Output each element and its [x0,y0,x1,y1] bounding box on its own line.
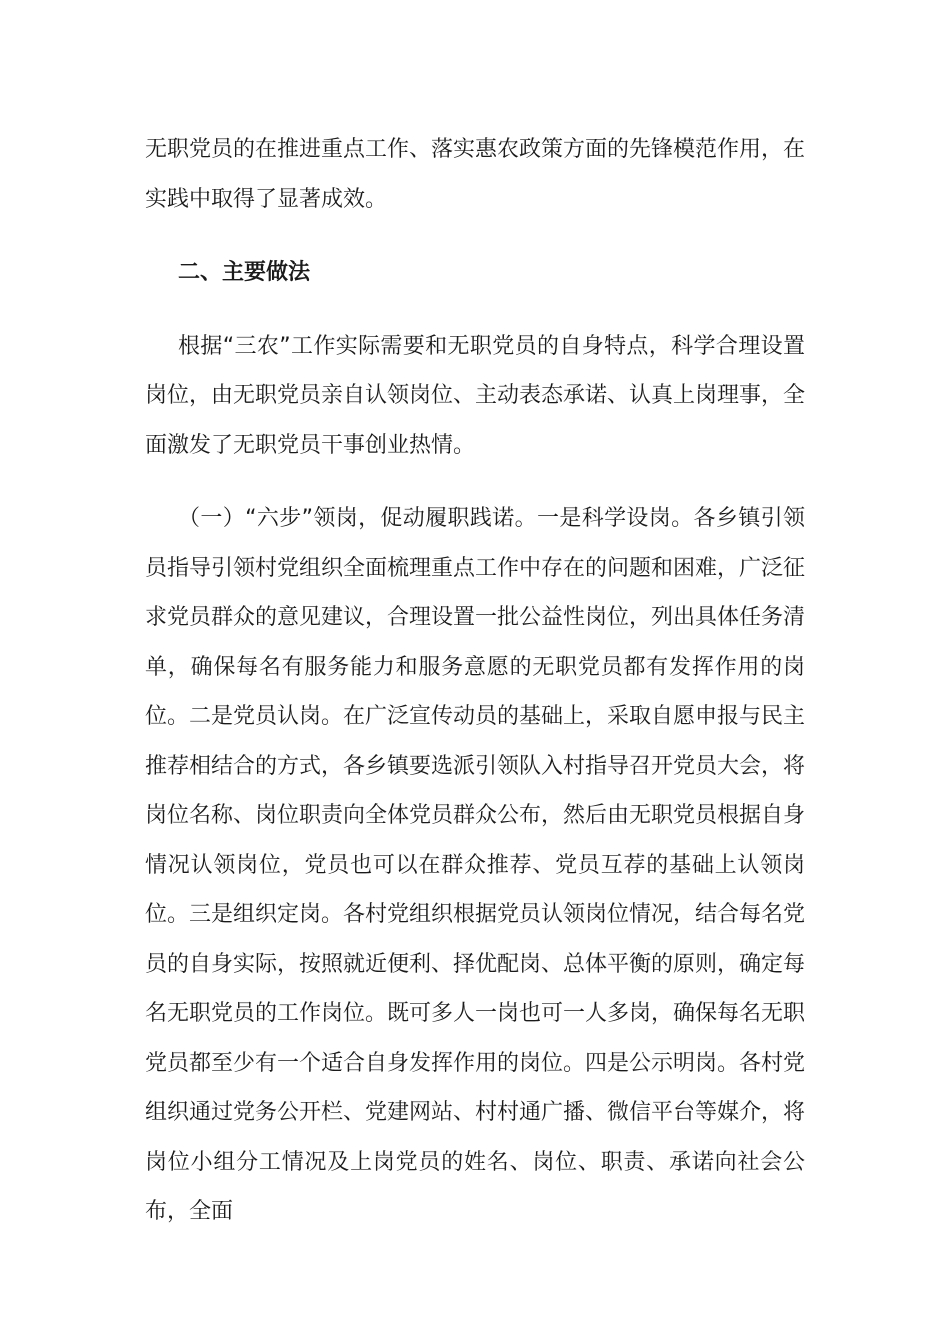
document-body [145,125,805,1237]
paragraph-continuation: 无职党员的在推进重点工作、落实惠农政策方面的先锋模范作用，在实践中取得了显著成效。 [145,137,806,212]
section-heading-main-practices: 二、主要做法 [178,260,311,285]
paragraph-intro-practices: 根据“三农”工作实际需要和无职党员的自身特点，科学合理设置岗位，由无职党员亲自认领岗位、主动表态承诺、认真上岗理事，全面激发了无职党员干事创业热情。 [145,333,806,458]
paragraph-six-steps: （一）“六步”领岗，促动履职践诺。一是科学设岗。各乡镇引领员指导引领村党组织全面梳理重点工作中存在的问题和困难，广泛征求党员群众的意见建议，合理设置一批公益性岗位，列出具体任务清单，确保每名有服务能力和服务意愿的无职党员都有发挥作用的岗位。二是党员认岗。在广泛宣传动员的基础上，采取自愿申报与民主推荐相结合的方式，各乡镇要选派引领队入村指导召开党员大会，将岗位名称、岗位职责向全体党员群众公布，然后由无职党员根据自身情况认领岗位，党员也可以在群众推荐、党员互荐的基础上认领岗位。三是组织定岗。各村党组织根据党员认领岗位情况，结合每名党员的自身实际，按照就近便利、择优配岗、总体平衡的原则，确定每名无职党员的工作岗位。既可多人一岗也可一人多岗，确保每名无职党员都至少有一个适合自身发挥作用的岗位。四是公示明岗。各村党组织通过党务公开栏、党建网站、村村通广播、微信平台等媒介，将岗位小组分工情况及上岗党员的姓名、岗位、职责、承诺向社会公布，全面 [145,506,806,1224]
